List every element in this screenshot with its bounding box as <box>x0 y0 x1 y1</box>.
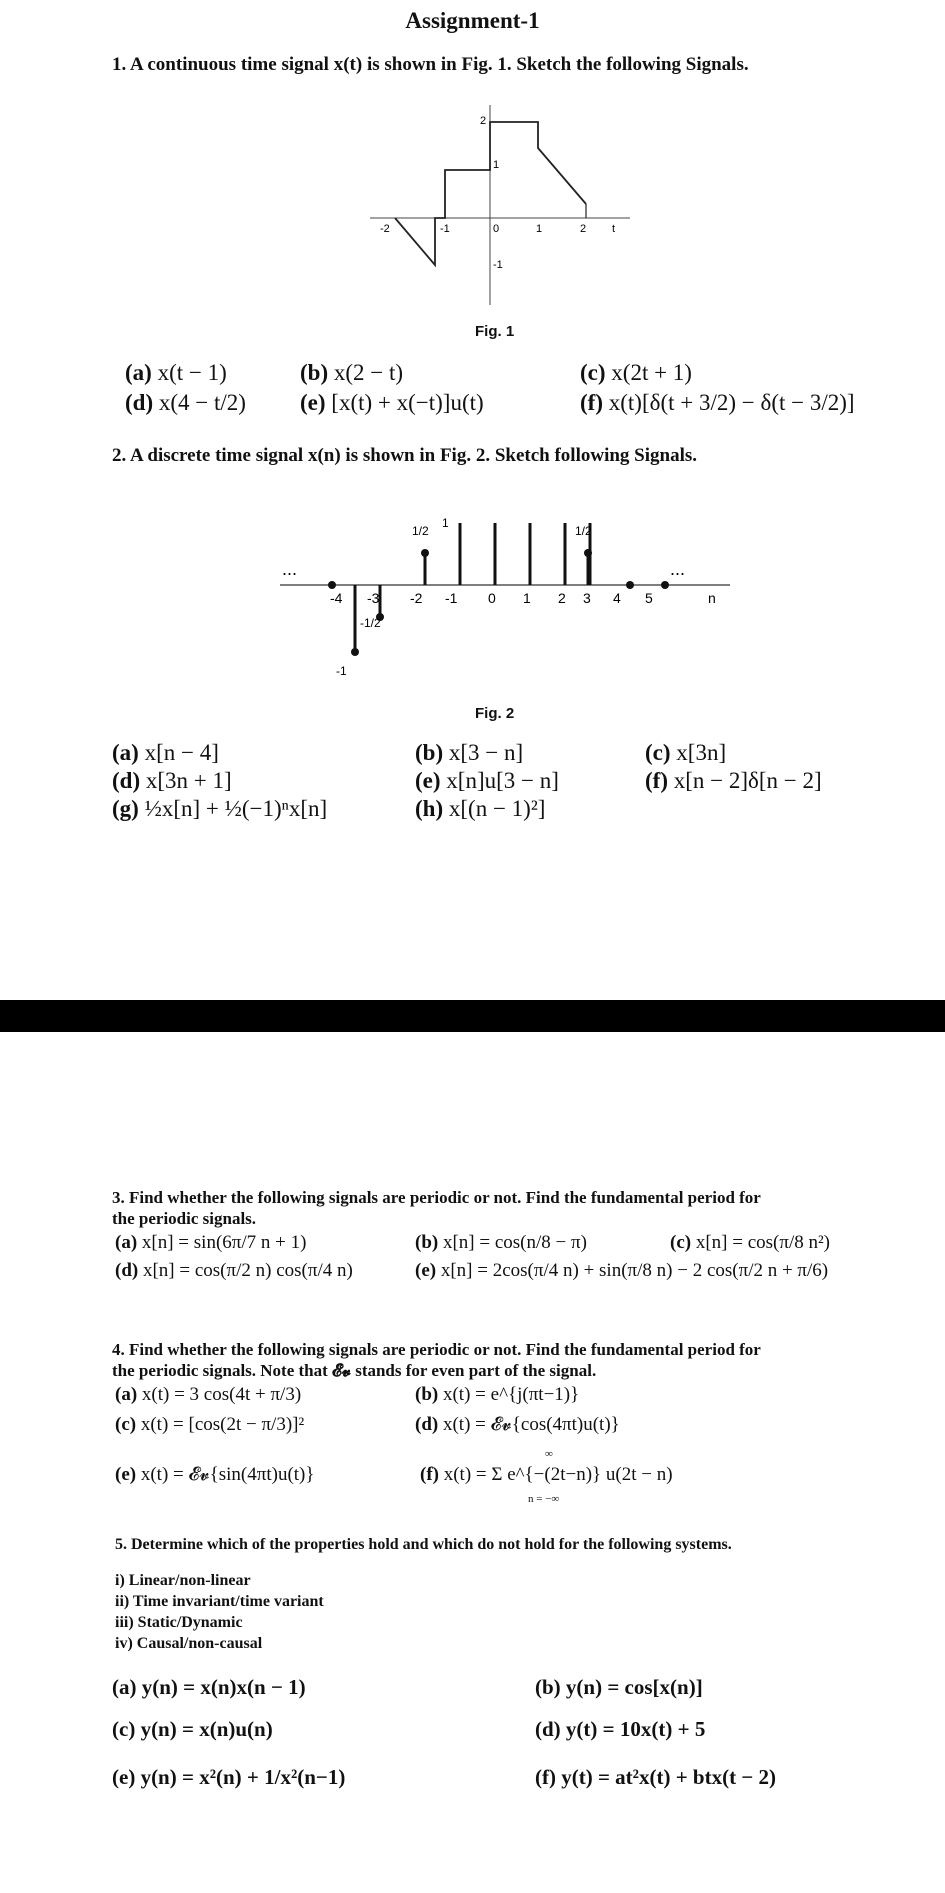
q4-item-a: (a) x(t) = 3 cos(4t + π/3) <box>115 1384 302 1405</box>
sum-upper-limit: ∞ <box>545 1448 553 1460</box>
q2-item-b: (b) x[3 − n] <box>415 740 524 765</box>
q4-item-c: (c) x(t) = [cos(2t − π/3)]² <box>115 1414 305 1435</box>
fig2-n-label: 5 <box>645 590 653 606</box>
fig2-value-label: 1/2 <box>412 524 429 538</box>
q5-item-e: (e) y(n) = x²(n) + 1/x²(n−1) <box>112 1765 346 1789</box>
q5-prompt: 5. Determine which of the properties hold and which do not hold for the following systems. <box>115 1536 732 1553</box>
q2-item-f: (f) x[n − 2]δ[n − 2] <box>645 768 822 793</box>
fig2-n-label: n <box>708 590 716 606</box>
property-item: ii) Time invariant/time variant <box>115 1593 324 1610</box>
q1-item-b: (b) x(2 − t) <box>300 360 404 385</box>
property-item: i) Linear/non-linear <box>115 1572 251 1589</box>
q5-item-d: (d) y(t) = 10x(t) + 5 <box>535 1717 706 1741</box>
q5-properties-list <box>115 1570 324 1654</box>
q1-item-e: (e) [x(t) + x(−t)]u(t) <box>300 390 484 415</box>
q4-item-d: (d) x(t) = 𝓔𝓿{cos(4πt)u(t)} <box>415 1414 620 1435</box>
q1-item-f: (f) x(t)[δ(t + 3/2) − δ(t − 3/2)] <box>580 390 855 415</box>
fig2-n-label: 3 <box>583 590 591 606</box>
fig2-value-label: 1 <box>442 516 449 530</box>
q2-item-c: (c) x[3n] <box>645 740 727 765</box>
fig2-n-label: 2 <box>558 590 566 606</box>
q5-item-b: (b) y(n) = cos[x(n)] <box>535 1675 703 1699</box>
fig2-n-label: -4 <box>330 590 343 606</box>
fig2-stems <box>355 523 590 652</box>
q3-prompt-line1: 3. Find whether the following signals are periodic or not. Find the fundamental period for <box>112 1188 761 1207</box>
q3-prompt-line2: the periodic signals. <box>112 1209 257 1228</box>
fig1-graph <box>360 100 640 310</box>
page-separator-band <box>0 1000 945 1032</box>
q5-item-a: (a) y(n) = x(n)x(n − 1) <box>112 1675 306 1699</box>
sum-lower-limit: n = −∞ <box>528 1493 560 1505</box>
fig2-value-label: -1 <box>336 664 347 678</box>
fig1-tick-x: -1 <box>440 223 450 235</box>
q3-item-c: (c) x[n] = cos(π/8 n²) <box>670 1232 831 1253</box>
fig1-tick-x: t <box>612 223 616 235</box>
q2-item-d: (d) x[3n + 1] <box>112 768 232 793</box>
q4-prompt-line1: 4. Find whether the following signals are periodic or not. Find the fundamental period for <box>112 1340 761 1359</box>
property-item: iv) Causal/non-causal <box>115 1635 263 1652</box>
page-title: Assignment-1 <box>405 8 540 33</box>
q3-item-d: (d) x[n] = cos(π/2 n) cos(π/4 n) <box>115 1260 353 1281</box>
fig2-ellipsis-right: ... <box>670 559 686 579</box>
q5-item-f: (f) y(t) = at²x(t) + btx(t − 2) <box>535 1765 777 1789</box>
q3-item-b: (b) x[n] = cos(n/8 − π) <box>415 1232 587 1253</box>
q2-item-e: (e) x[n]u[3 − n] <box>415 768 559 793</box>
q4-item-b: (b) x(t) = e^{j(πt−1)} <box>415 1384 580 1405</box>
fig2-value-label: -1/2 <box>360 616 381 630</box>
q4-prompt-line2: the periodic signals. Note that 𝓔𝓿 stands for even part of the signal. <box>112 1361 597 1380</box>
q1-item-a: (a) x(t − 1) <box>125 360 227 385</box>
fig2-n-label: 0 <box>488 590 496 606</box>
fig1-tick-x: 2 <box>580 223 587 235</box>
q1-item-d: (d) x(4 − t/2) <box>125 390 246 415</box>
fig2-n-label: 4 <box>613 590 621 606</box>
q1-item-c: (c) x(2t + 1) <box>580 360 692 385</box>
q5-item-c: (c) y(n) = x(n)u(n) <box>112 1717 273 1741</box>
fig1-tick-x: -2 <box>380 223 390 235</box>
fig2-n-label: 1 <box>523 590 531 606</box>
fig1-tick-y: 1 <box>493 159 500 171</box>
q1-prompt: 1. A continuous time signal x(t) is shown in Fig. 1. Sketch the following Signals. <box>112 54 749 75</box>
fig1-caption: Fig. 1 <box>475 323 515 340</box>
fig1-tick-x: 1 <box>536 223 543 235</box>
q3-item-e: (e) x[n] = 2cos(π/4 n) + sin(π/8 n) − 2 cos(π/2 n + π/6) <box>415 1260 829 1281</box>
fig2-n-label: -1 <box>445 590 458 606</box>
fig1-tick-y: -1 <box>493 259 503 271</box>
fig2-stem-plot <box>270 505 740 685</box>
q4-item-f: (f) x(t) = Σ e^{−(2t−n)} u(2t − n) <box>420 1464 673 1485</box>
fig2-n-label: -2 <box>410 590 423 606</box>
q2-item-g: (g) ½x[n] + ½(−1)ⁿx[n] <box>112 796 328 821</box>
fig1-tick-y: 2 <box>480 115 487 127</box>
fig1-tick-x: 0 <box>493 223 500 235</box>
fig2-ellipsis-left: ... <box>282 559 298 579</box>
q2-prompt: 2. A discrete time signal x(n) is shown in Fig. 2. Sketch following Signals. <box>112 445 698 466</box>
fig2-value-label: 1/2 <box>575 524 592 538</box>
q4-item-e: (e) x(t) = 𝓔𝓿{sin(4πt)u(t)} <box>115 1464 315 1485</box>
q2-item-a: (a) x[n − 4] <box>112 740 219 765</box>
q3-item-a: (a) x[n] = sin(6π/7 n + 1) <box>115 1232 307 1253</box>
q2-item-h: (h) x[(n − 1)²] <box>415 796 546 821</box>
property-item: iii) Static/Dynamic <box>115 1614 243 1631</box>
fig2-n-label: -3 <box>367 590 380 606</box>
fig2-caption: Fig. 2 <box>475 705 515 722</box>
